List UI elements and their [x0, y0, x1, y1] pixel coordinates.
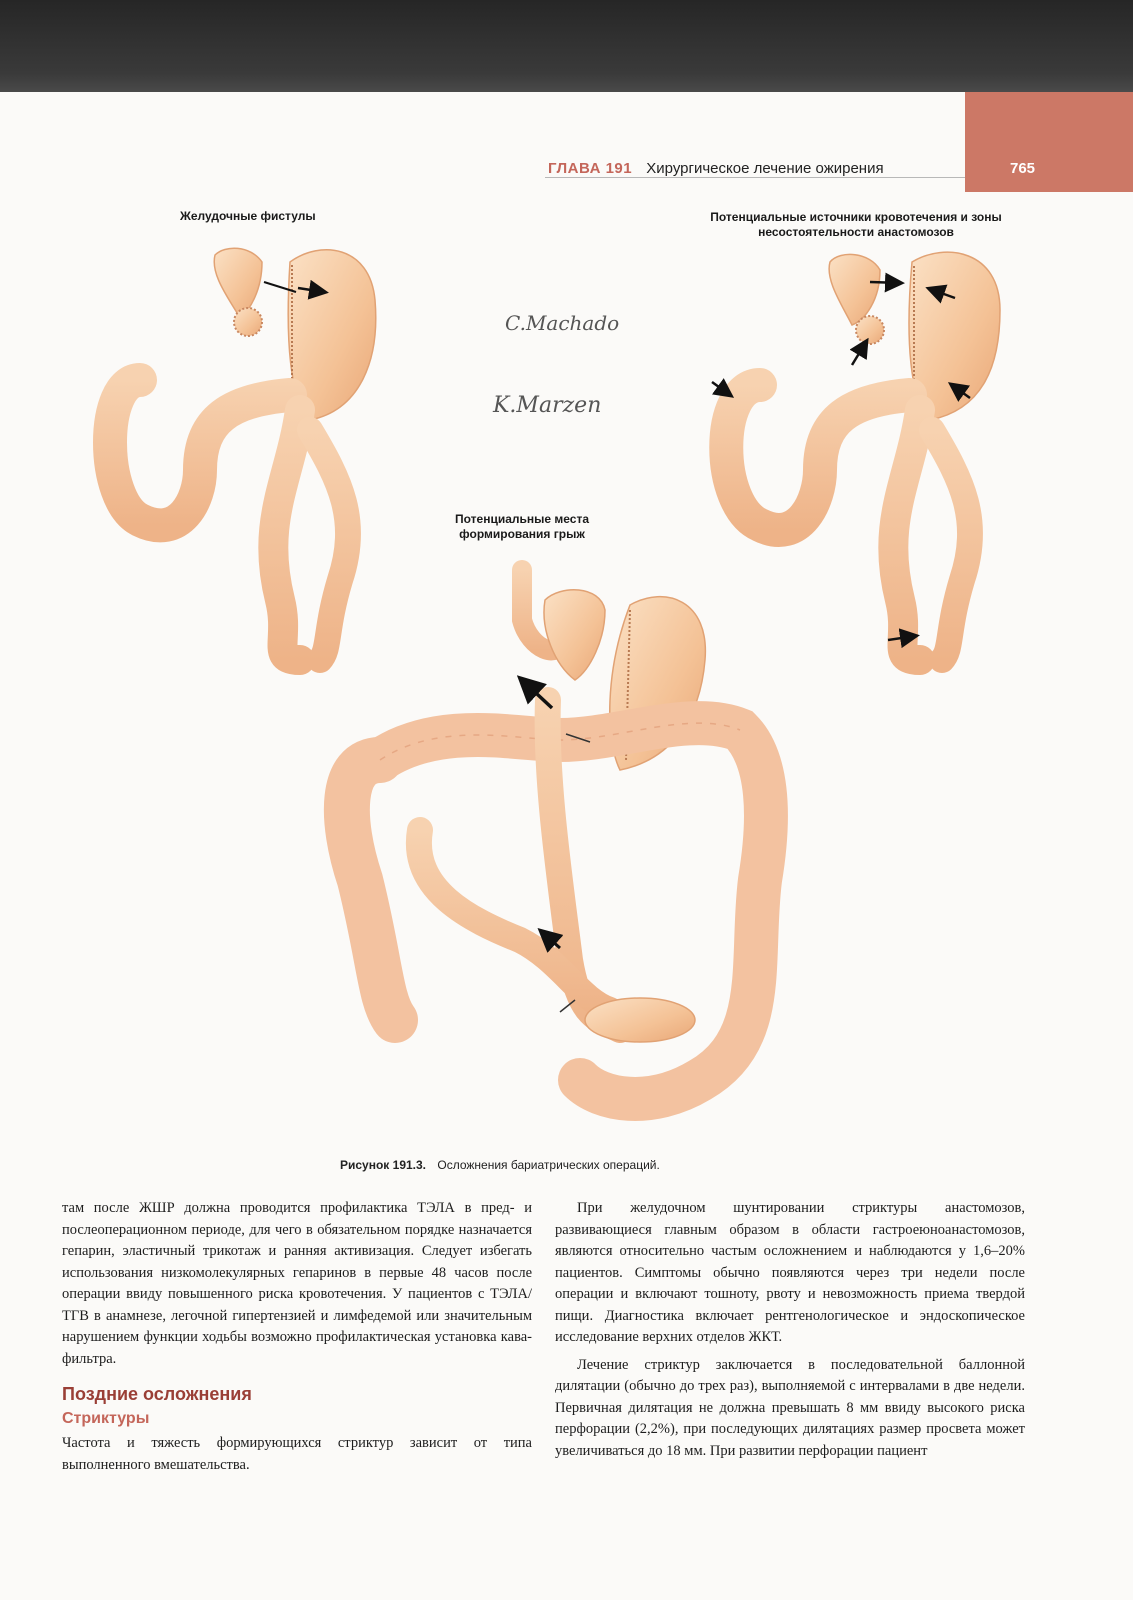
chapter-title: Хирургическое лечение ожирения — [646, 160, 884, 177]
left-paragraph-2: Частота и тяжесть формирующихся стриктур зависит от типа выполненного вмешательства. — [62, 1435, 532, 1473]
caption-label: Рисунок 191.3. — [340, 1158, 427, 1172]
caption-text: Осложнения бариатрических операций. — [437, 1158, 660, 1172]
signature-machado: C.Machado — [505, 311, 620, 335]
right-column — [555, 1198, 1025, 1468]
left-column — [62, 1198, 532, 1482]
panel-hernias — [347, 570, 766, 1099]
figure-caption — [340, 1158, 660, 1172]
right-paragraph-1: При желудочном шунтировании стриктуры анастомозов, развивающиеся главным образом в области гастроеюноанастомозов, являются относительно частым осложнением и наблюдаются у 1,6–20% пациентов. Симптомы обычно появляются через три недели после операции и включают тошноту, рвоту и невозможность приема твердой пищи. Диагностика включает рентгенологическое и эндоскопическое исследование верхних отделов ЖКТ. — [555, 1200, 1025, 1345]
label-bleeding-leaks: Потенциальные источники кровотечения и зоны несостоятельности анастомозов — [710, 210, 1002, 239]
signature-marzen: K.Marzen — [493, 393, 602, 418]
page-number: 765 — [1010, 160, 1036, 177]
heading-late-complications: Поздние осложнения — [62, 1384, 252, 1404]
panel-bleeding — [712, 252, 1000, 660]
left-paragraph-1: там после ЖШР должна проводится профилактика ТЭЛА в пред- и послеоперационном периоде, для чего в обязательном порядке назначается гепарин, эластичный трикотаж и ранняя активизация. Следует избегать использования низкомолекулярных гепаринов в первые 48 часов после операции ввиду повышенного риска кровотечения. У пациентов с ТЭЛА/ТГВ в анамнезе, легочной гипертензией и лимфедемой или значительным нарушением функции ходьбы возможно профилактическая установка кава-фильтра. — [62, 1200, 532, 1367]
label-hernia-sites: Потенциальные места формирования грыж — [454, 512, 589, 541]
label-gastric-fistulas: Желудочные фистулы — [180, 209, 316, 223]
heading-strictures: Стриктуры — [62, 1409, 150, 1427]
right-paragraph-2: Лечение стриктур заключается в последовательной баллонной дилятации (обычно до трех раз), выполняемой с интервалами в две недели. Первичная дилятация не должна превышать 8 мм ввиду высокого риска перфорации (2,2%), при последующих дилятациях размер просвета может увеличиваться до 18 мм. При развитии перфорации пациент — [555, 1356, 1025, 1459]
chapter-label: ГЛАВА 191 — [548, 160, 633, 177]
panel-fistulas — [110, 248, 376, 660]
